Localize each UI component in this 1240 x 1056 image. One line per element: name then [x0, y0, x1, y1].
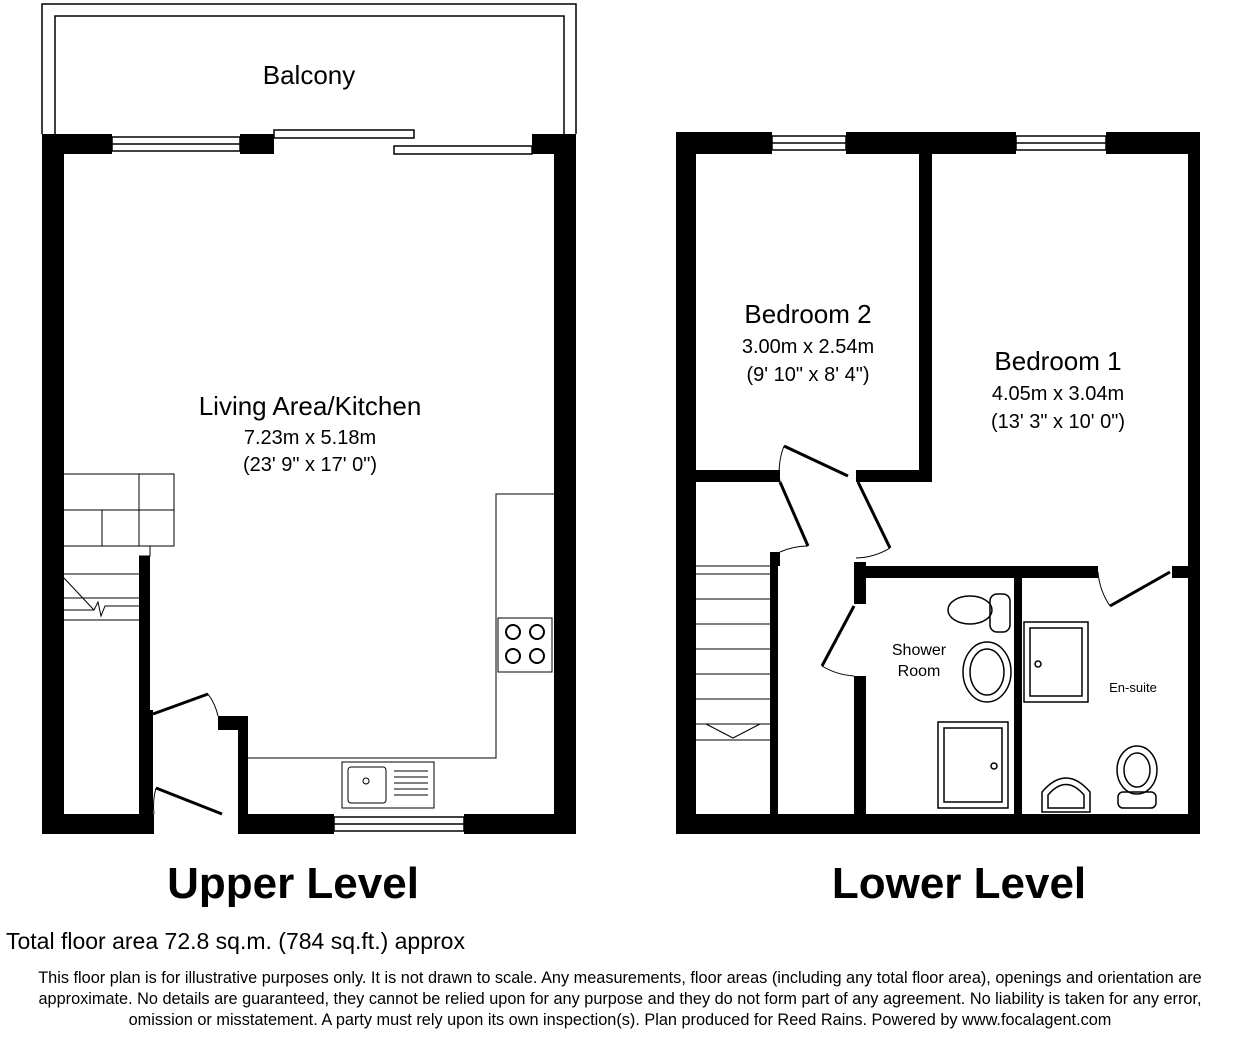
balcony-sliding-door — [274, 130, 532, 154]
shower-room-tray-icon — [938, 722, 1008, 808]
shower-room-basin-icon — [963, 642, 1011, 702]
bedroom-2-size-imperial: (9' 10" x 8' 4") — [746, 364, 870, 386]
bedroom-2-size-metric: 3.00m x 2.54m — [741, 336, 875, 358]
upper-doors — [153, 694, 222, 814]
hob-icon — [498, 618, 552, 672]
total-floor-area: Total floor area 72.8 sq.m. (784 sq.ft.) approx — [6, 928, 465, 954]
ensuite-basin-icon — [1042, 778, 1090, 812]
upper-level-plan — [42, 4, 576, 908]
lower-level-title: Lower Level — [831, 859, 1087, 908]
lower-doors — [779, 446, 1170, 676]
balcony-label: Balcony — [262, 60, 356, 90]
shower-room-label-line2: Room — [897, 663, 941, 680]
living-area-size-metric: 7.23m x 5.18m — [243, 427, 377, 449]
upper-windows — [112, 137, 464, 831]
ensuite-label: En-suite — [1109, 680, 1157, 695]
upper-staircase — [64, 474, 174, 620]
ensuite-shower-tray-icon — [1024, 622, 1088, 702]
shower-room-label-line1: Shower — [891, 642, 947, 659]
lower-internal-walls — [696, 154, 1200, 814]
sink-icon — [342, 762, 434, 808]
bedroom-2-name: Bedroom 2 — [744, 299, 872, 329]
upper-level-title: Upper Level — [167, 859, 419, 908]
living-area-size-imperial: (23' 9" x 17' 0") — [242, 454, 378, 476]
lower-staircase — [696, 566, 770, 740]
disclaimer-text: This floor plan is for illustrative purposes only. It is not drawn to scale. Any measurements, floor areas (including any total floor area), openings and orientation are approximate. No details are guaranteed, they cannot be relied upon for any purpose and they do not form part of any agreement. No liability is taken for any error, omission or misstatement. A party must rely upon its own inspection(s). Plan produced for Reed Rains. Powered by www.focalagent.com — [38, 969, 1202, 1029]
bedroom-1-name: Bedroom 1 — [994, 346, 1122, 376]
bedroom-1-size-metric: 4.05m x 3.04m — [991, 383, 1125, 405]
living-area-name: Living Area/Kitchen — [198, 391, 422, 421]
bedroom-1-size-imperial: (13' 3" x 10' 0") — [990, 411, 1126, 433]
shower-room-toilet-icon — [948, 594, 1010, 632]
lower-level-plan — [676, 132, 1200, 908]
ensuite-toilet-icon — [1117, 746, 1157, 808]
